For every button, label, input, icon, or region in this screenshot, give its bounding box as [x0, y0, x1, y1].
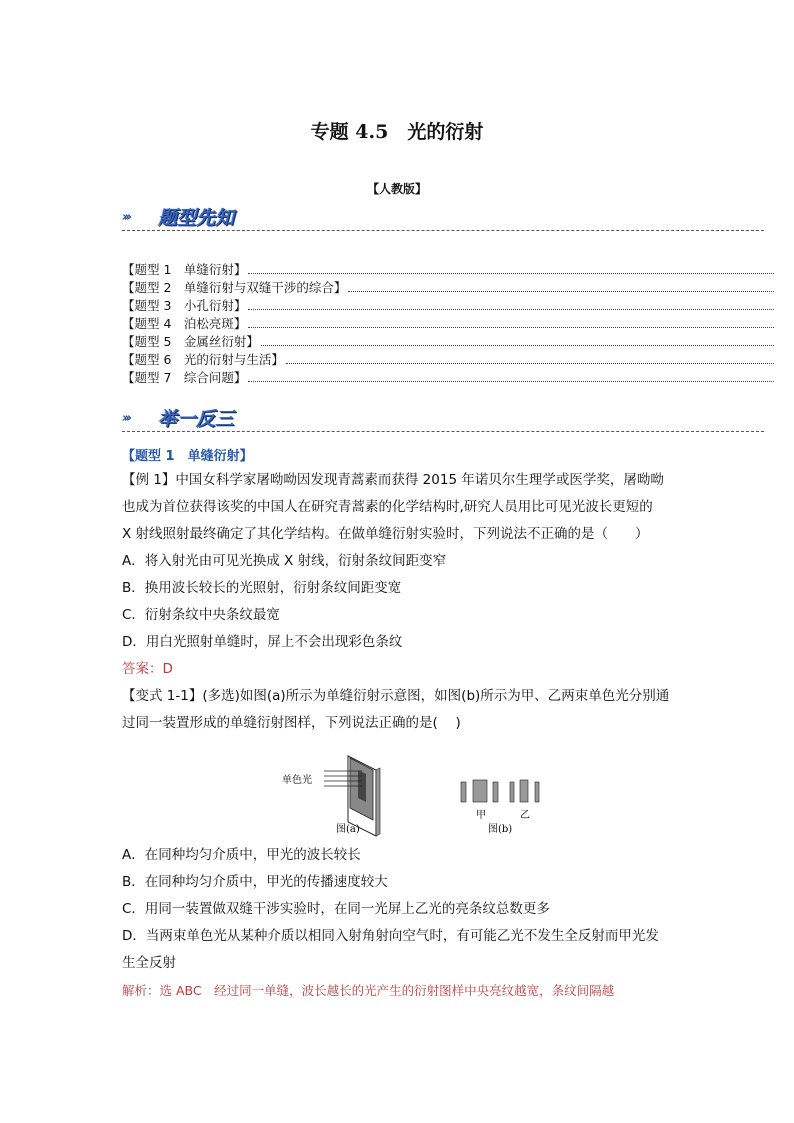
toc-item[interactable]: 【题型 5 金属丝衍射】 [122, 333, 774, 351]
banner-preview [122, 201, 764, 231]
banner-title: 题型先知 [158, 207, 235, 229]
label-yi: 乙 [520, 810, 530, 821]
option-b: B．换用波长较长的光照射，衍射条纹间距变宽 [122, 580, 402, 596]
variant-1-1 [122, 683, 682, 737]
divider [122, 230, 764, 231]
label-jia: 甲 [476, 810, 486, 821]
question-line: 过同一装置形成的单缝衍射图样，下列说法正确的是( ) [122, 715, 461, 731]
option-c: C．用同一装置做双缝干涉实验时，在同一光屏上乙光的亮条纹总数更多 [122, 901, 550, 917]
divider [122, 431, 764, 432]
toc-item[interactable]: 【题型 3 小孔衍射】 [122, 297, 774, 315]
banner-arrows-icon: ››› [122, 411, 130, 426]
example-1 [122, 467, 682, 683]
analysis: 解析：选 ABC 经过同一单缝，波长越长的光产生的衍射图样中央亮纹越宽，条纹间隔越 [122, 983, 615, 998]
toc-item[interactable]: 【题型 7 综合问题】 [122, 369, 774, 387]
option-c: C．衍射条纹中央条纹最宽 [122, 607, 280, 623]
light-label: 单色光 [282, 775, 312, 786]
option-d-continued: 生全反射 [122, 955, 176, 971]
question-line: 【变式 1-1】(多选)如图(a)所示为单缝衍射示意图，如图(b)所示为甲、乙两束单色光分别通 [122, 688, 670, 704]
table-of-contents [122, 261, 774, 387]
toc-item[interactable]: 【题型 6 光的衍射与生活】 [122, 351, 774, 369]
toc-item[interactable]: 【题型 2 单缝衍射与双缝干涉的综合】 [122, 279, 774, 297]
toc-item[interactable]: 【题型 4 泊松亮斑】 [122, 315, 774, 333]
option-d: D．用白光照射单缝时，屏上不会出现彩色条纹 [122, 634, 403, 650]
diffraction-figure [280, 752, 550, 840]
variant-1-1-options [122, 842, 682, 1004]
option-d: D．当两束单色光从某种介质以相同入射角射向空气时，有可能乙光不发生全反射而甲光发 [122, 928, 659, 944]
option-a: A．将入射光由可见光换成 X 射线，衍射条纹间距变窄 [122, 553, 447, 569]
banner-practice [122, 402, 764, 432]
answer: 答案：D [122, 661, 173, 677]
question-line: 【例 1】中国女科学家屠呦呦因发现青蒿素而获得 2015 年诺贝尔生理学或医学奖，屠呦呦 [122, 472, 664, 488]
caption-a: 图(a) [336, 824, 360, 835]
edition-label: 【人教版】 [366, 182, 427, 196]
option-b: B．在同种均匀介质中，甲光的传播速度较大 [122, 874, 388, 890]
question-line: 也成为首位获得该奖的中国人在研究青蒿素的化学结构时,研究人员用比可见光波长更短的 [122, 499, 653, 515]
section-heading: 【题型 1 单缝衍射】 [122, 449, 253, 464]
banner-arrows-icon: ››› [122, 210, 130, 225]
option-a: A．在同种均匀介质中，甲光的波长较长 [122, 847, 361, 863]
page-title: 专题 4.5 光的衍射 [310, 121, 484, 143]
question-line: X 射线照射最终确定了其化学结构。在做单缝衍射实验时，下列说法不正确的是（ ） [122, 526, 649, 542]
banner-title: 举一反三 [158, 408, 235, 430]
caption-b: 图(b) [488, 824, 513, 835]
toc-item[interactable]: 【题型 1 单缝衍射】 [122, 261, 774, 279]
